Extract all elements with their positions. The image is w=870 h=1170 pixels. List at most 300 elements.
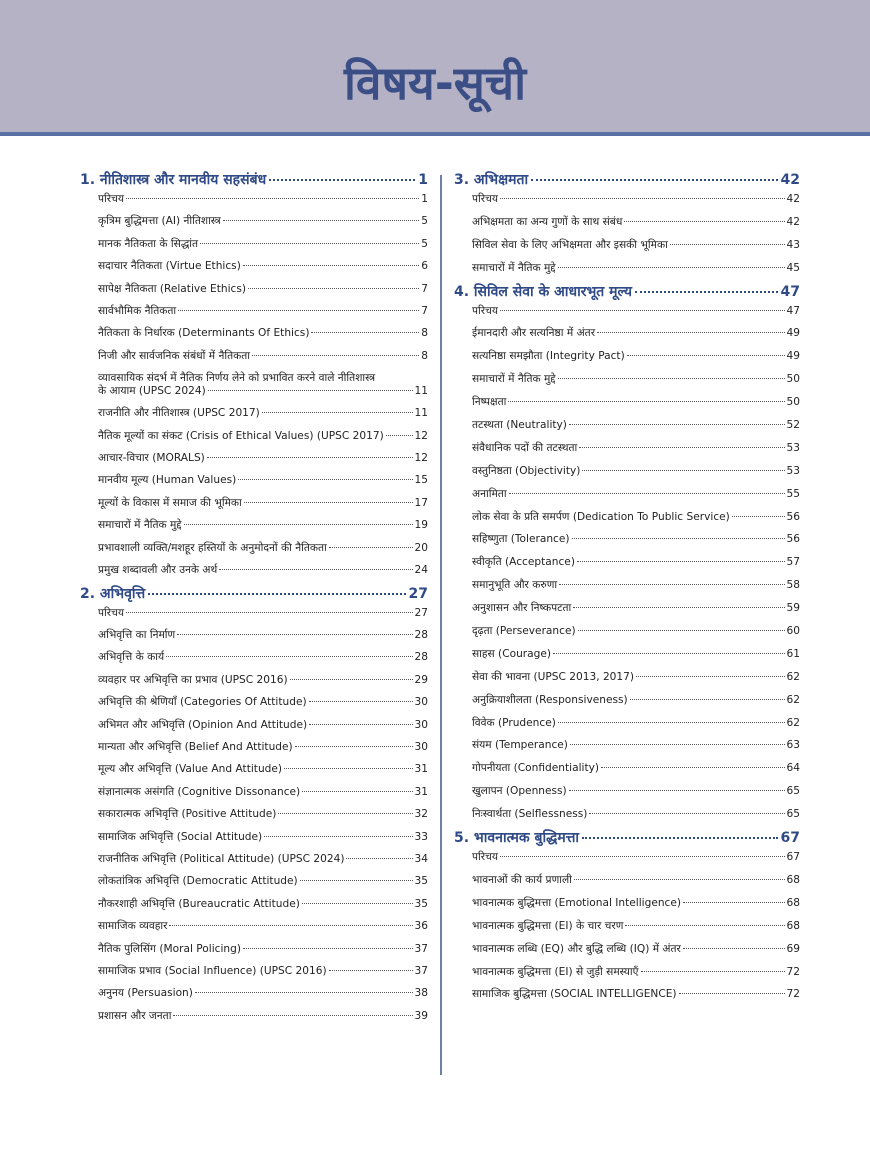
entry-label: निःस्वार्थता (Selflessness) <box>472 808 588 821</box>
toc-entry[interactable] <box>98 696 428 709</box>
section-heading[interactable] <box>454 285 800 299</box>
toc-entry[interactable] <box>98 260 428 273</box>
dot-leader <box>558 267 785 268</box>
entry-page-number: 19 <box>414 519 428 532</box>
dot-leader <box>627 355 785 356</box>
section-title: 1. नीतिशास्त्र और मानवीय सहसंबंध <box>80 172 267 188</box>
entry-label: राजनीति और नीतिशास्त्र (UPSC 2017) <box>98 407 260 420</box>
dot-leader <box>670 244 785 245</box>
toc-entry[interactable] <box>98 987 428 1000</box>
dot-leader <box>219 569 412 570</box>
dot-leader <box>284 768 412 769</box>
entry-page-number: 8 <box>421 349 428 362</box>
section-page-number: 67 <box>780 830 800 847</box>
dot-leader <box>386 435 413 436</box>
dot-leader <box>329 547 413 548</box>
entry-page-number: 57 <box>786 556 800 569</box>
entry-label: लोकतांत्रिक अभिवृत्ति (Democratic Attitude) <box>98 875 298 888</box>
entry-page-number: 17 <box>414 496 428 509</box>
entry-label: नैतिक मूल्यों का संकट (Crisis of Ethical Values) (UPSC 2017) <box>98 429 384 442</box>
toc-entry[interactable] <box>98 350 428 363</box>
entry-page-number: 60 <box>786 625 800 638</box>
toc-entry[interactable] <box>472 419 800 432</box>
toc-entry[interactable] <box>472 465 800 478</box>
entry-page-number: 34 <box>414 852 428 865</box>
toc-entry[interactable] <box>472 943 800 956</box>
entry-label: सदाचार नैतिकता (Virtue Ethics) <box>98 260 241 273</box>
dot-leader <box>577 561 785 562</box>
entry-page-number: 28 <box>414 651 428 664</box>
toc-entry[interactable] <box>472 216 800 229</box>
dot-leader <box>625 925 784 926</box>
header-rule <box>0 132 870 136</box>
dot-leader <box>126 198 419 199</box>
entry-label: प्रशासन और जनता <box>98 1009 172 1022</box>
entry-label: अभिवृत्ति के कार्य <box>98 651 165 664</box>
dot-leader <box>278 813 412 814</box>
entry-label: अभिमत और अभिवृत्ति (Opinion And Attitude) <box>98 718 308 731</box>
dot-leader <box>636 676 784 677</box>
entry-label: भावनात्मक बुद्धिमत्ता (EI) के चार चरण <box>472 919 624 932</box>
dot-leader <box>597 332 784 333</box>
toc-entry[interactable] <box>472 966 800 979</box>
entry-page-number: 42 <box>786 193 800 205</box>
entry-page-number: 5 <box>421 237 428 250</box>
dot-leader <box>732 516 785 517</box>
toc-entry[interactable] <box>98 965 428 978</box>
toc-entry[interactable] <box>98 831 428 844</box>
entry-page-number: 33 <box>414 830 428 843</box>
dot-leader <box>302 791 412 792</box>
entry-page-number: 65 <box>786 785 800 798</box>
toc-entry[interactable] <box>98 372 428 397</box>
entry-page-number: 6 <box>421 260 428 273</box>
entry-label: व्यवहार पर अभिवृत्ति का प्रभाव (UPSC 2016) <box>98 673 288 686</box>
entry-page-number: 8 <box>421 327 428 340</box>
toc-section <box>80 173 428 577</box>
toc-entry[interactable] <box>472 396 800 409</box>
dot-leader <box>195 992 413 993</box>
entry-label: अभिवृत्ति का निर्माण <box>98 629 176 642</box>
toc-entry[interactable] <box>472 305 800 318</box>
entry-label: विवेक (Prudence) <box>472 716 556 729</box>
entry-page-number: 56 <box>786 533 800 546</box>
toc-entry[interactable] <box>472 262 800 275</box>
section-title: 5. भावनात्मक बुद्धिमत्ता <box>454 830 579 847</box>
entry-label: परिचय <box>472 193 498 205</box>
entry-label: संयम (Temperance) <box>472 739 568 752</box>
toc-entry[interactable] <box>98 474 428 487</box>
toc-entry[interactable] <box>472 556 800 569</box>
entry-label: व्यावसायिक संदर्भ में नैतिक निर्णय लेने को प्रभावित करने वाले नीतिशास्त्र <box>98 372 376 385</box>
entry-label: समाचारों में नैतिक मुद्दे <box>472 261 556 274</box>
section-page-number: 42 <box>780 172 800 188</box>
toc-entry[interactable] <box>98 898 428 911</box>
dot-leader <box>166 656 412 657</box>
dot-leader <box>243 265 419 266</box>
entry-label: नैतिक पुलिसिंग (Moral Policing) <box>98 942 241 955</box>
toc-entry[interactable] <box>98 943 428 956</box>
entry-page-number: 7 <box>421 282 428 295</box>
entry-page-number: 12 <box>414 429 428 442</box>
dot-leader <box>264 836 412 837</box>
toc-section <box>80 587 428 1023</box>
toc-entry[interactable] <box>98 786 428 799</box>
entry-page-number: 68 <box>786 873 800 886</box>
dot-leader <box>508 401 784 402</box>
entry-page-number: 15 <box>414 474 428 487</box>
entry-page-number: 37 <box>414 964 428 977</box>
entry-label: अनुनय (Persuasion) <box>98 987 193 1000</box>
entry-page-number: 42 <box>786 215 800 228</box>
entry-label: साहस (Courage) <box>472 647 552 660</box>
toc-entry[interactable] <box>472 717 800 730</box>
toc-entry[interactable] <box>472 239 800 252</box>
entry-label: राजनीतिक अभिवृत्ति (Political Attitude) (UPSC 2024) <box>98 852 345 865</box>
entry-page-number: 28 <box>414 629 428 642</box>
entry-label: सेवा की भावना (UPSC 2013, 2017) <box>472 670 635 683</box>
section-page-number: 27 <box>408 585 428 602</box>
entry-label: सार्वभौमिक नैतिकता <box>98 304 177 317</box>
entry-page-number: 27 <box>414 606 428 619</box>
entry-label: अनुशासन और निष्कपटता <box>472 602 572 615</box>
entry-page-number: 67 <box>786 851 800 864</box>
toc-entry[interactable] <box>472 762 800 775</box>
dot-leader <box>558 378 785 379</box>
entry-label: सहिष्णुता (Tolerance) <box>472 533 570 546</box>
dot-leader <box>578 630 785 631</box>
entry-label: मानवीय मूल्य (Human Values) <box>98 474 237 487</box>
toc-entry[interactable] <box>472 442 800 455</box>
section-heading[interactable] <box>454 831 800 845</box>
toc-section <box>454 173 800 274</box>
toc-entry[interactable] <box>98 808 428 821</box>
entry-page-number: 39 <box>414 1009 428 1022</box>
entry-page-number: 68 <box>786 919 800 932</box>
entry-label: परिचय <box>472 304 498 317</box>
entry-label: तटस्थता (Neutrality) <box>472 419 567 432</box>
dot-leader <box>238 479 412 480</box>
entry-page-number: 72 <box>786 965 800 978</box>
toc-entry[interactable] <box>98 327 428 340</box>
toc-entry[interactable] <box>472 874 800 887</box>
entry-label: समाचारों में नैतिक मुद्दे <box>472 373 556 386</box>
toc-entry[interactable] <box>98 651 428 664</box>
dot-leader <box>173 1015 412 1016</box>
toc-entry[interactable] <box>472 193 800 206</box>
entry-label: अनुक्रियाशीलता (Responsiveness) <box>472 693 628 706</box>
entry-page-number: 11 <box>414 407 428 420</box>
toc-entry[interactable] <box>472 808 800 821</box>
entry-page-number: 65 <box>786 808 800 821</box>
dot-leader <box>683 948 785 949</box>
entry-label: वस्तुनिष्ठता (Objectivity) <box>472 464 581 477</box>
dot-leader <box>169 925 412 926</box>
entry-page-number: 50 <box>786 396 800 409</box>
entry-label: नैतिकता के निर्धारक (Determinants Of Ethics) <box>98 327 310 340</box>
entry-page-number: 32 <box>414 808 428 821</box>
entry-label: भावनाओं की कार्य प्रणाली <box>472 873 572 886</box>
entry-label: परिचय <box>472 851 498 864</box>
dot-leader <box>295 746 413 747</box>
dot-leader <box>243 948 413 949</box>
toc-entry[interactable] <box>98 674 428 687</box>
entry-label: गोपनीयता (Confidentiality) <box>472 762 600 775</box>
entry-page-number: 52 <box>786 419 800 432</box>
entry-page-number: 5 <box>421 215 428 228</box>
dot-leader <box>290 679 413 680</box>
toc-entry[interactable] <box>472 625 800 638</box>
entry-label: सामाजिक व्यवहार <box>98 920 168 933</box>
toc-entry[interactable] <box>472 988 800 1001</box>
dot-leader <box>683 902 784 903</box>
entry-page-number: 7 <box>421 304 428 317</box>
dot-leader <box>311 332 419 333</box>
section-title: 4. सिविल सेवा के आधारभूत मूल्य <box>454 283 633 300</box>
entry-page-number: 1 <box>421 193 428 205</box>
entry-list <box>472 305 800 821</box>
toc-entry[interactable] <box>98 193 428 206</box>
entry-page-number: 24 <box>414 563 428 576</box>
entry-page-number: 63 <box>786 739 800 752</box>
toc-entry[interactable] <box>98 497 428 510</box>
toc-entry[interactable] <box>98 519 428 532</box>
entry-page-number: 49 <box>786 350 800 363</box>
dot-leader <box>178 310 419 311</box>
toc-entry[interactable] <box>98 283 428 296</box>
dot-leader <box>207 457 413 458</box>
dot-leader <box>184 524 413 525</box>
dot-leader <box>208 390 413 391</box>
section-heading[interactable] <box>80 173 428 187</box>
toc-entry[interactable] <box>98 430 428 443</box>
entry-label: आचार-विचार (MORALS) <box>98 452 205 464</box>
entry-list <box>98 607 428 1023</box>
entry-label: सापेक्ष नैतिकता (Relative Ethics) <box>98 282 247 295</box>
entry-page-number: 30 <box>414 718 428 731</box>
toc-entry[interactable] <box>98 607 428 620</box>
entry-label: स्वीकृति (Acceptance) <box>472 556 575 569</box>
entry-label: संवैधानिक पदों की तटस्थता <box>472 441 578 454</box>
entry-page-number: 35 <box>414 875 428 888</box>
dot-leader <box>244 502 413 503</box>
entry-page-number: 72 <box>786 988 800 1001</box>
toc-entry[interactable] <box>472 739 800 752</box>
toc-entry[interactable] <box>472 579 800 592</box>
entry-label: सकारात्मक अभिवृत्ति (Positive Attitude) <box>98 808 277 821</box>
section-title: 3. अभिक्षमता <box>454 172 529 188</box>
dot-leader <box>329 970 413 971</box>
toc-right-column <box>454 173 800 1011</box>
entry-label: नौकरशाही अभिवृत्ति (Bureaucratic Attitude) <box>98 897 300 910</box>
entry-page-number: 37 <box>414 942 428 955</box>
entry-label: अभिक्षमता का अन्य गुणों के साथ संबंध <box>472 215 623 228</box>
toc-section <box>454 285 800 821</box>
dot-leader <box>248 288 419 289</box>
dot-leader <box>582 470 784 471</box>
toc-entry[interactable] <box>98 853 428 866</box>
toc-entry[interactable] <box>472 785 800 798</box>
dot-leader <box>500 310 785 311</box>
toc-entry[interactable] <box>98 407 428 420</box>
dot-leader <box>679 993 785 994</box>
toc-entry[interactable] <box>98 875 428 888</box>
toc-entry[interactable] <box>472 920 800 933</box>
entry-label: समानुभूति और करुणा <box>472 579 558 592</box>
dot-leader <box>573 607 784 608</box>
toc-entry[interactable] <box>472 327 800 340</box>
toc-entry[interactable] <box>472 648 800 661</box>
entry-label: निजी और सार्वजनिक संबंधों में नैतिकता <box>98 349 251 362</box>
toc-entry[interactable] <box>98 741 428 754</box>
entry-page-number: 68 <box>786 896 800 909</box>
column-divider <box>440 175 442 1075</box>
entry-page-number: 53 <box>786 441 800 454</box>
entry-list <box>472 851 800 1001</box>
dot-leader <box>570 744 785 745</box>
dot-leader <box>641 971 785 972</box>
entry-label-continued: के आयाम (UPSC 2024) <box>98 384 206 397</box>
entry-label: ईमानदारी और सत्यनिष्ठा में अंतर <box>472 327 596 340</box>
entry-label: सिविल सेवा के लिए अभिक्षमता और इसकी भूमिका <box>472 238 668 251</box>
toc-entry[interactable] <box>472 511 800 524</box>
entry-page-number: 31 <box>414 763 428 776</box>
entry-page-number: 53 <box>786 464 800 477</box>
section-page-number: 1 <box>418 172 428 188</box>
dot-leader <box>500 198 785 199</box>
dot-leader <box>200 243 419 244</box>
entry-page-number: 45 <box>786 261 800 274</box>
entry-label: सत्यनिष्ठा समझौता (Integrity Pact) <box>472 350 625 363</box>
entry-page-number: 43 <box>786 238 800 251</box>
dot-leader <box>574 879 785 880</box>
entry-label: सामाजिक प्रभाव (Social Influence) (UPSC 2016) <box>98 964 327 977</box>
entry-page-number: 58 <box>786 579 800 592</box>
dot-leader <box>569 790 785 791</box>
entry-label: अभिवृत्ति की श्रेणियाँ (Categories Of Attitude) <box>98 696 307 709</box>
entry-page-number: 35 <box>414 897 428 910</box>
entry-page-number: 11 <box>414 384 428 397</box>
dot-leader <box>579 447 784 448</box>
dot-leader <box>601 767 784 768</box>
entry-page-number: 38 <box>414 987 428 1000</box>
toc-entry[interactable] <box>472 350 800 363</box>
section-heading[interactable] <box>80 587 428 601</box>
dot-leader <box>346 858 412 859</box>
section-page-number: 47 <box>780 283 800 300</box>
dot-leader <box>223 220 419 221</box>
entry-page-number: 50 <box>786 373 800 386</box>
dot-leader <box>531 179 777 181</box>
toc-entry[interactable] <box>472 488 800 501</box>
dot-leader <box>582 837 778 839</box>
section-title: 2. अभिवृत्ति <box>80 585 146 602</box>
entry-list <box>98 193 428 577</box>
entry-page-number: 62 <box>786 670 800 683</box>
entry-label: कृत्रिम बुद्धिमत्ता (AI) नीतिशास्त्र <box>98 215 221 228</box>
toc-entry[interactable] <box>98 305 428 318</box>
entry-page-number: 62 <box>786 716 800 729</box>
entry-label: भावनात्मक बुद्धिमत्ता (EI) से जुड़ी समस्याएँ <box>472 965 639 978</box>
entry-label: मूल्यों के विकास में समाज की भूमिका <box>98 496 242 509</box>
entry-label: दृढ़ता (Perseverance) <box>472 625 576 638</box>
entry-label: प्रभावशाली व्यक्ति/मशहूर हस्तियों के अनुमोदनों की नैतिकता <box>98 541 327 554</box>
entry-label: भावनात्मक लब्धि (EQ) और बुद्धि लब्धि (IQ) में अंतर <box>472 942 681 955</box>
entry-page-number: 30 <box>414 696 428 709</box>
toc-entry[interactable] <box>472 533 800 546</box>
toc-entry[interactable] <box>472 851 800 864</box>
entry-label: परिचय <box>98 193 124 205</box>
toc-entry[interactable] <box>472 602 800 615</box>
entry-page-number: 31 <box>414 785 428 798</box>
entry-page-number: 36 <box>414 920 428 933</box>
toc-entry[interactable] <box>472 694 800 707</box>
dot-leader <box>252 355 419 356</box>
entry-label: परिचय <box>98 606 124 619</box>
dot-leader <box>309 701 413 702</box>
entry-label: सामाजिक अभिवृत्ति (Social Attitude) <box>98 830 263 843</box>
section-heading[interactable] <box>454 173 800 187</box>
entry-label: खुलापन (Openness) <box>472 785 567 798</box>
entry-page-number: 64 <box>786 762 800 775</box>
entry-label: मूल्य और अभिवृत्ति (Value And Attitude) <box>98 763 283 776</box>
entry-page-number: 20 <box>414 541 428 554</box>
entry-page-number: 59 <box>786 602 800 615</box>
entry-label: मान्यता और अभिवृत्ति (Belief And Attitude) <box>98 741 293 753</box>
entry-label: निष्पक्षता <box>472 396 507 409</box>
toc-entry[interactable] <box>98 215 428 228</box>
toc-entry[interactable] <box>472 373 800 386</box>
toc-entry[interactable] <box>98 452 428 465</box>
toc-section <box>454 831 800 1001</box>
entry-page-number: 69 <box>786 942 800 955</box>
toc-entry[interactable] <box>98 238 428 251</box>
entry-label: प्रमुख शब्दावली और उनके अर्थ <box>98 563 218 576</box>
dot-leader <box>126 612 413 613</box>
toc-entry[interactable] <box>98 920 428 933</box>
dot-leader <box>177 634 412 635</box>
entry-list <box>472 193 800 274</box>
toc-entry[interactable] <box>98 763 428 776</box>
page-title: विषय-सूची <box>343 56 527 110</box>
dot-leader <box>635 291 777 293</box>
dot-leader <box>558 722 785 723</box>
toc-entry[interactable] <box>98 629 428 642</box>
toc-entry[interactable] <box>472 671 800 684</box>
dot-leader <box>569 424 785 425</box>
dot-leader <box>309 724 412 725</box>
entry-page-number: 12 <box>414 452 428 464</box>
toc-entry[interactable] <box>98 1010 428 1023</box>
toc-entry[interactable] <box>98 719 428 732</box>
entry-page-number: 62 <box>786 693 800 706</box>
toc-entry[interactable] <box>98 564 428 577</box>
toc-entry[interactable] <box>472 897 800 910</box>
entry-page-number: 56 <box>786 510 800 523</box>
dot-leader <box>509 493 785 494</box>
entry-label: अनामिता <box>472 487 507 500</box>
entry-label: लोक सेवा के प्रति समर्पण (Dedication To Public Service) <box>472 510 730 523</box>
toc-entry[interactable] <box>98 542 428 555</box>
entry-label: सामाजिक बुद्धिमत्ता (SOCIAL INTELLIGENCE) <box>472 988 677 1001</box>
entry-page-number: 47 <box>786 304 800 317</box>
entry-page-number: 61 <box>786 647 800 660</box>
entry-page-number: 55 <box>786 487 800 500</box>
entry-page-number: 29 <box>414 673 428 686</box>
dot-leader <box>300 880 413 881</box>
dot-leader <box>589 813 784 814</box>
dot-leader <box>500 856 785 857</box>
